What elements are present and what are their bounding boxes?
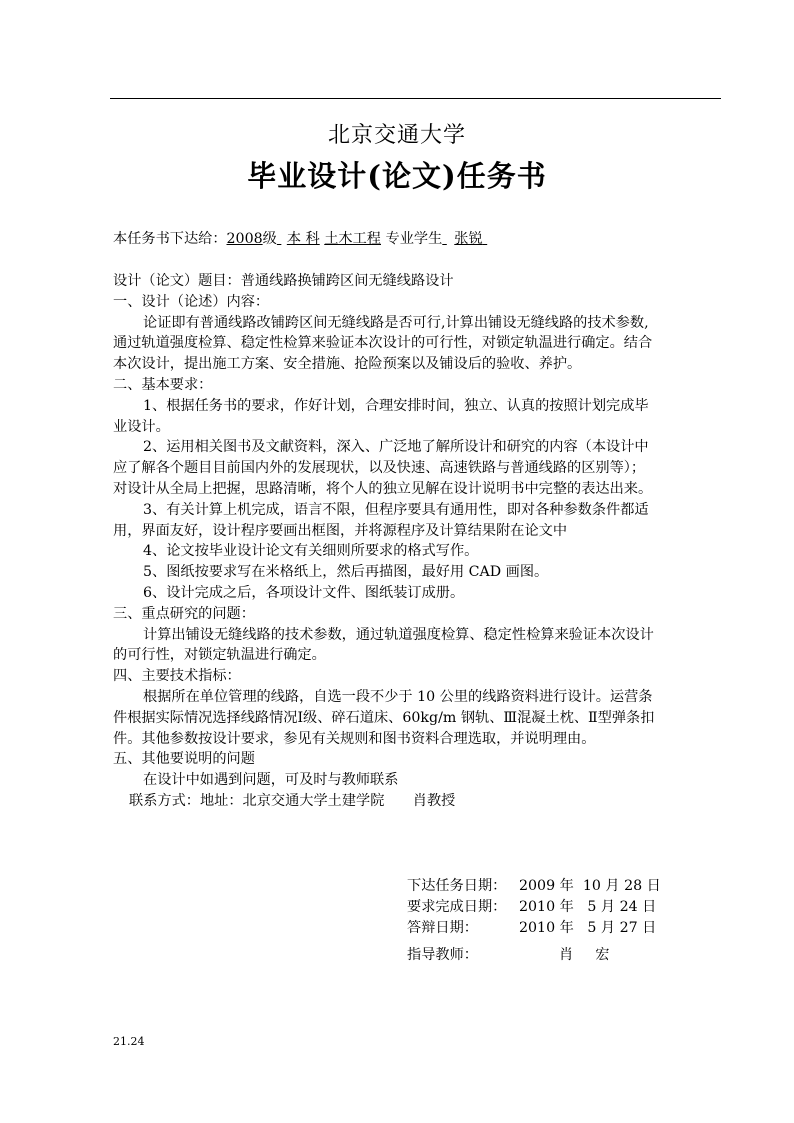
underline-gap: [483, 229, 503, 250]
thesis-topic: 设计（论文）题目：普通线路换铺跨区间无缝线路设计: [113, 273, 454, 289]
issue-date-row: [407, 876, 661, 897]
paragraph-line: 对设计从全局上把握，思路清晰，将个人的独立见解在设计说明书中完整的表达出来。: [113, 480, 653, 497]
task-content: [113, 271, 725, 812]
section-heading: 四、主要技术指标：: [113, 668, 241, 685]
advisor-row: [407, 945, 632, 966]
assignment-prefix: 本任务书下达给：: [113, 231, 227, 247]
document-title: 毕业设计(论文)任务书: [247, 159, 547, 193]
issue-date-label: 下达任务日期：: [407, 878, 507, 894]
defense-date-value: 2010 年 5 月 27 日: [519, 919, 657, 936]
university-name: 北京交通大学: [327, 123, 466, 148]
header-rule: [110, 98, 721, 99]
due-date-label: 要求完成日期：: [407, 898, 507, 915]
assignment-major-suffix: 专业学生: [385, 231, 443, 247]
section-heading: 三、重点研究的问题：: [113, 605, 255, 622]
defense-date-label: 答辩日期：: [407, 919, 478, 936]
section-heading: 五、其他要说明的问题: [113, 751, 255, 768]
paragraph-line: 本次设计，提出施工方案、安全措施、抢险预案以及铺设后的验收、养护。: [113, 356, 582, 373]
underline-gap: [442, 229, 454, 250]
paragraph-line: 在设计中如遇到问题，可及时与教师联系: [143, 772, 399, 789]
due-date-value: 2010 年 5 月 24 日: [519, 898, 657, 915]
due-date-row: [407, 897, 657, 918]
paragraph-line: 根据所在单位管理的线路，自选一段不少于 10 公里的线路资料进行设计。运营条: [143, 688, 653, 705]
paragraph-line: 论证即有普通线路改铺跨区间无缝线路是否可行,计算出铺设无缝线路的技术参数,: [143, 314, 649, 331]
paragraph-line: 4、论文按毕业设计论文有关细则所要求的格式写作。: [143, 543, 479, 560]
paragraph-line: 用，界面友好，设计程序要画出框图，并将源程序及计算结果附在论文中: [113, 522, 568, 539]
paragraph-line: 通过轨道强度检算、稳定性检算来验证本次设计的可行性，对锁定轨温进行确定。结合: [113, 335, 653, 352]
advisor-label: 指导教师：: [407, 947, 478, 964]
section-heading: 一、设计（论述）内容：: [113, 293, 270, 310]
paragraph-line: 1、根据任务书的要求，作好计划，合理安排时间，独立、认真的按照计划完成毕: [143, 397, 649, 414]
paragraph-line: 件。其他参数按设计要求，参见有关规则和图书资料合理选取，并说明理由。: [113, 730, 596, 747]
assignment-year-suffix: 级: [262, 231, 277, 247]
paragraph-line: 5、图纸按要求写在米格纸上，然后再描图，最好用 CAD 画图。: [143, 564, 549, 581]
paragraph-line: 计算出铺设无缝线路的技术参数，通过轨道强度检算、稳定性检算来验证本次设计: [143, 626, 654, 643]
section-heading: 二、基本要求：: [113, 376, 213, 393]
paragraph-line: 的可行性，对锁定轨温进行确定。: [113, 647, 326, 664]
paragraph-line: 应了解各个题目目前国内外的发展现状，以及快速、高速铁路与普通线路的区别等）；: [113, 460, 646, 477]
defense-date-row: [407, 918, 657, 939]
advisor-name: 肖宏: [559, 947, 632, 964]
paragraph-line: 业设计。: [113, 418, 170, 435]
paragraph-line: 6、设计完成之后，各项设计文件、图纸装订成册。: [143, 584, 465, 601]
assignment-level: 本 科: [286, 231, 320, 247]
assignment-line: [113, 229, 503, 250]
issue-date-value: 2009 年 10 月 28 日: [519, 878, 661, 894]
contact-info: 联系方式：地址：北京交通大学土建学院 肖教授: [129, 792, 456, 809]
assignment-student: 张锐: [454, 231, 483, 247]
paragraph-line: 件根据实际情况选择线路情况Ⅰ级、碎石道床、60kg/m 钢轨、Ⅲ混凝土枕、Ⅱ型弹条扣: [113, 709, 655, 726]
date-block: [407, 876, 661, 966]
assignment-year: 2008: [226, 231, 263, 247]
paragraph-line: 3、有关计算上机完成，语言不限，但程序要具有通用性，即对各种参数条件都适: [143, 501, 649, 518]
underline-gap: [277, 229, 287, 250]
assignment-major: 土木工程: [324, 231, 381, 247]
page-number: 21.24: [113, 1035, 145, 1048]
paragraph-line: 2、运用相关图书及文献资料，深入、广泛地了解所设计和研究的内容（本设计中: [143, 439, 649, 456]
